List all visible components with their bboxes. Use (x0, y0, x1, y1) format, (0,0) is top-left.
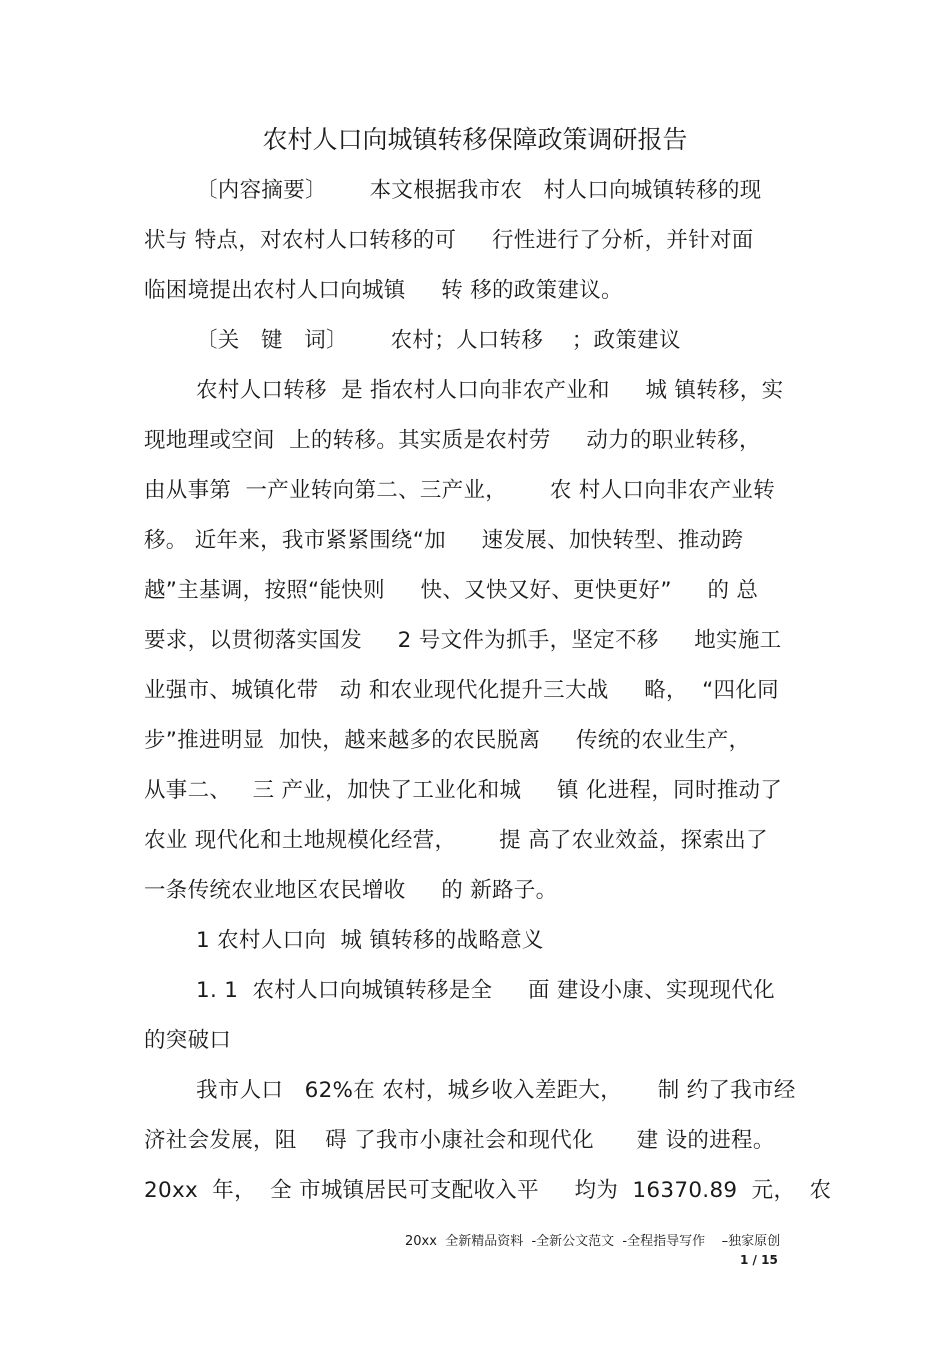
text-line-20: 济社会发展，阻 碍 了我市小康社会和现代化 建 设的进程。 (144, 1128, 775, 1153)
page-number: 1 / 15 (740, 1253, 778, 1267)
subsection-heading-1-1-cont: 的突破口 (144, 1028, 232, 1053)
text-line-2: 状与 特点，对农村人口转移的可 行性进行了分析，并针对面 (144, 228, 754, 253)
text-line-5: 农村人口转移 是 指农村人口向非农产业和 城 镇转移，实 (196, 378, 784, 403)
section-heading-1: 1 农村人口向 城 镇转移的战略意义 (196, 928, 544, 953)
text-line-1: 〔内容摘要〕 本文根据我市农 村人口向城镇转移的现 (196, 178, 762, 203)
footer-text: 20xx 全新精品资料 -全新公文范文 -全程指导写作 –独家原创 (405, 1234, 781, 1249)
text-line-19: 我市人口 62%在 农村，城乡收入差距大， 制 约了我市经 (196, 1078, 796, 1103)
text-line-3: 临困境提出农村人口向城镇 转 移的政策建议。 (144, 278, 623, 303)
text-line-11: 业强市、城镇化带 动 和农业现代化提升三大战 略， “四化同 (144, 678, 779, 703)
text-line-10: 要求，以贯彻落实国发 2 号文件为抓手，坚定不移 地实施工 (144, 628, 782, 653)
text-line-14: 农业 现代化和土地规模化经营， 提 高了农业效益，探索出了 (144, 828, 768, 853)
text-line-9: 越”主基调，按照“能快则 快、又快又好、更快更好” 的 总 (144, 578, 759, 603)
text-line-21: 20xx 年， 全 市城镇居民可支配收入平 均为 16370.89 元， 农 (144, 1178, 832, 1203)
text-line-8: 移。 近年来，我市紧紧围绕“加 速发展、加快转型、推动跨 (144, 528, 744, 553)
text-line-6: 现地理或空间 上的转移。其实质是农村劳 动力的职业转移， (144, 428, 761, 453)
text-line-4: 〔关 键 词〕 农村；人口转移 ；政策建议 (196, 328, 681, 353)
document-title: 农村人口向城镇转移保障政策调研报告 (262, 125, 688, 154)
text-line-12: 步”推进明显 加快，越来越多的农民脱离 传统的农业生产， (144, 728, 751, 753)
subsection-heading-1-1: 1. 1 农村人口向城镇转移是全 面 建设小康、实现现代化 (196, 978, 775, 1003)
text-line-7: 由从事第 一产业转向第二、三产业， 农 村人口向非农产业转 (144, 478, 776, 503)
text-line-13: 从事二、 三 产业，加快了工业化和城 镇 化进程，同时推动了 (144, 778, 783, 803)
text-line-15: 一条传统农业地区农民增收 的 新路子。 (144, 878, 558, 903)
